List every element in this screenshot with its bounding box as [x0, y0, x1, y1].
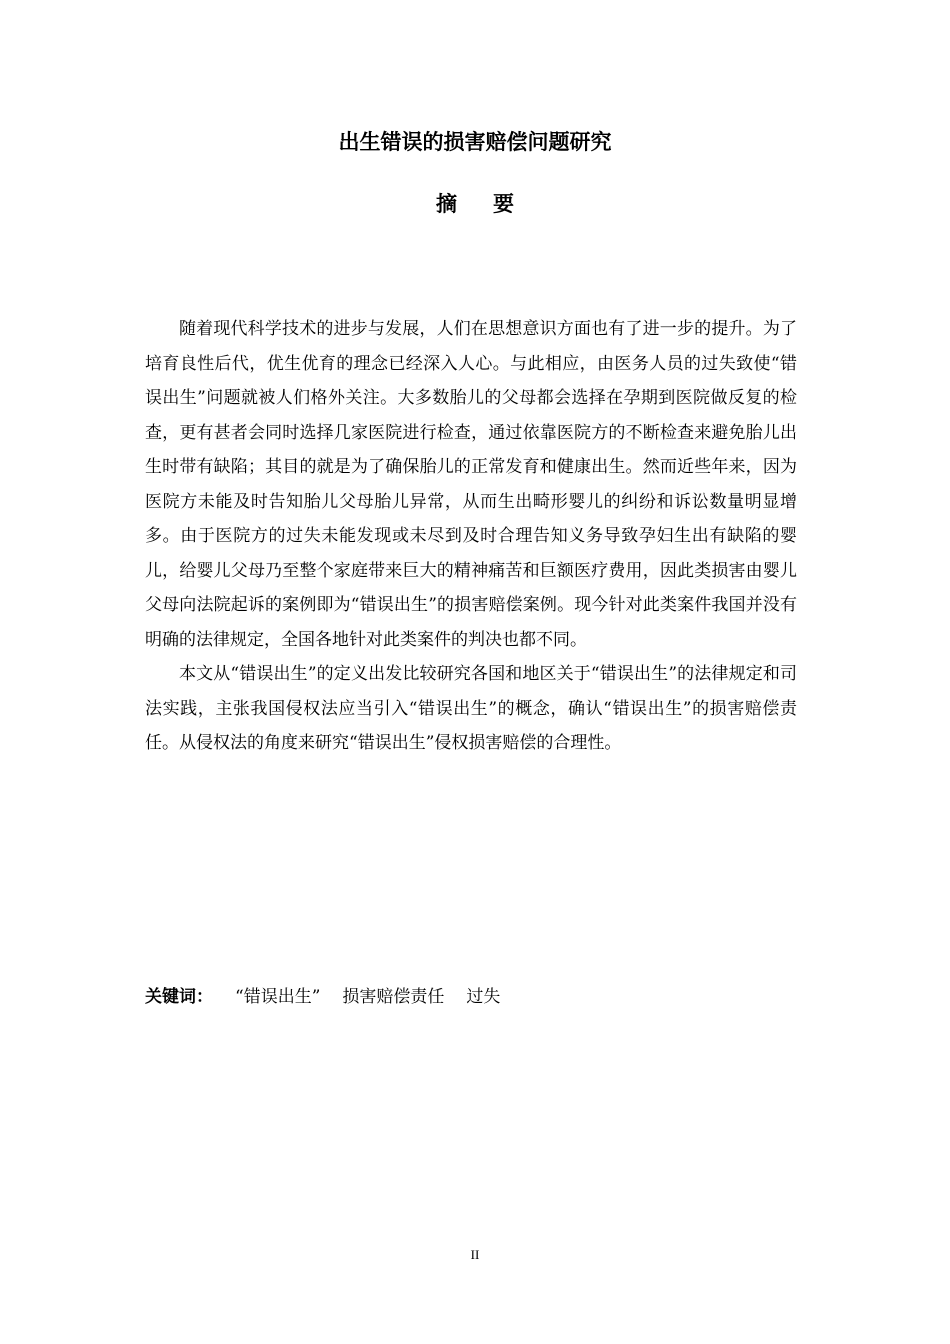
abstract-paragraph-1: 随着现代科学技术的进步与发展，人们在思想意识方面也有了进一步的提升。为了培育良性后代，优生优育的理念已经深入人心。与此相应，由医务人员的过失致使“错误出生”问题就被人们格外关注。大多数胎儿的父母都会选择在孕期到医院做反复的检查，更有甚者会同时选择几家医院进行检查，通过依靠医院方的不断检查来避免胎儿出生时带有缺陷；其目的就是为了确保胎儿的正常发育和健康出生。然而近些年来，因为医院方未能及时告知胎儿父母胎儿异常，从而生出畸形婴儿的纠纷和诉讼数量明显增多。由于医院方的过失未能发现或未尽到及时合理告知义务导致孕妇生出有缺陷的婴儿，给婴儿父母乃至整个家庭带来巨大的精神痛苦和巨额医疗费用，因此类损害由婴儿父母向法院起诉的案例即为“错误出生”的损害赔偿案例。现今针对此类案件我国并没有明确的法律规定，全国各地针对此类案件的判决也都不同。	[145, 319, 797, 650]
abstract-heading-char-1: 摘	[436, 192, 457, 216]
page-title: 出生错误的损害赔偿问题研究	[338, 130, 612, 154]
abstract-body	[145, 312, 797, 761]
abstract-heading	[0, 186, 950, 222]
keyword-2: 损害赔偿责任	[342, 987, 445, 1007]
keyword-1: “错误出生”	[235, 987, 321, 1007]
abstract-heading-char-2: 要	[493, 192, 514, 216]
keywords-line	[145, 980, 797, 1014]
page-number: II	[470, 1247, 480, 1262]
abstract-paragraph-2: 本文从“错误出生”的定义出发比较研究各国和地区关于“错误出生”的法律规定和司法实践，主张我国侵权法应当引入“错误出生”的概念，确认“错误出生”的损害赔偿责任。从侵权法的角度来研究“错误出生”侵权损害赔偿的合理性。	[145, 664, 797, 753]
keyword-3: 过失	[466, 987, 501, 1007]
keywords-label: 关键词：	[145, 987, 213, 1007]
